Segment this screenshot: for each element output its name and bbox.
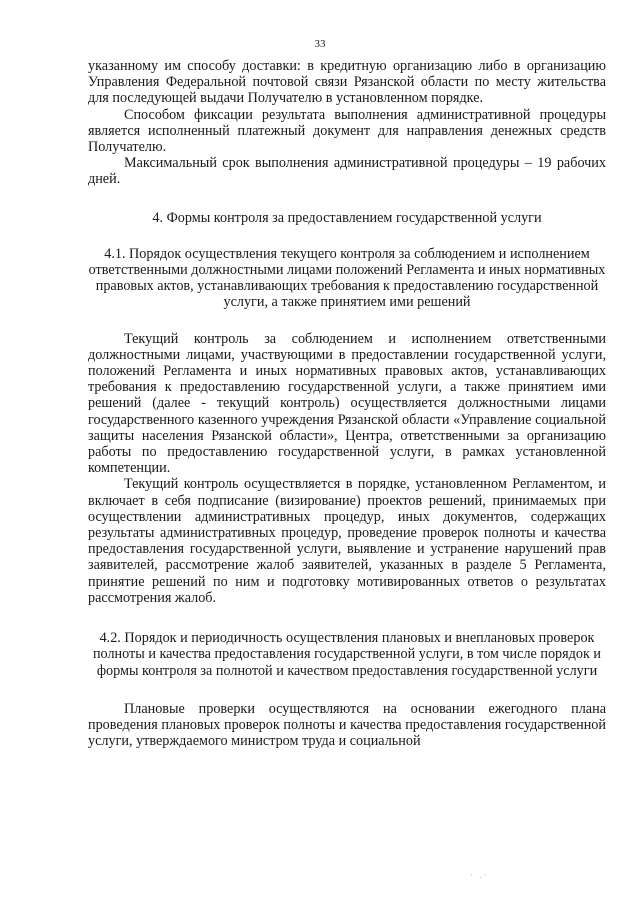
section-4-heading: 4. Формы контроля за предоставлением государственной услуги [152, 209, 542, 226]
document-body [88, 58, 606, 749]
paragraph-current-control-procedure: Текущий контроль осуществляется в порядке, установленном Регламентом, и включает в себя подписание (визирование) проектов решений, принимаемых при осуществлении административных процедур, иных документов, содержащих результаты административных процедур, проведение проверок полноты и качества предоставления государственной услуги, выявление и устранение нарушений прав заявителей, рассмотрение жалоб заявителей, указанных в разделе 5 Регламента, принятие решений по ним и подготовку мотивированных ответов о результатах рассмотрения жалоб. [88, 476, 606, 606]
paragraph-result-fixation: Способом фиксации результата выполнения административной процедуры является исполненный платежный документ для направления денежных средств Получателю. [88, 106, 606, 156]
paragraph-planned-inspections: Плановые проверки осуществляются на основании ежегодного плана проведения плановых проверок полноты и качества предоставления государственной услуги, утверждаемого министром труда и социальной [88, 700, 606, 750]
page-number: 33 [314, 38, 326, 50]
scan-mark: · .· [470, 870, 489, 880]
paragraph-current-control: Текущий контроль за соблюдением и исполнением ответственными должностными лицами, участвующими в предоставлении государственной услуги, положений Регламента и иных нормативных правовых актов, устанавливающих требования к предоставлению государственной услуги, а также принятием ими решений (далее - текущий контроль) осуществляется должностными лицами государственного казенного учреждения Рязанской области «Управление социальной защиты населения Рязанской области», Центра, ответственными за организацию работы по предоставлению государственной услуги, в рамках установленной компетенции. [88, 330, 606, 477]
paragraph-max-duration: Максимальный срок выполнения административной процедуры – 19 рабочих дней. [88, 155, 606, 188]
paragraph-delivery-method: указанному им способу доставки: в кредитную организацию либо в организацию Управления Федеральной почтовой связи Рязанской области по месту жительства для последующей выдачи Получателю в установленном порядке. [88, 58, 606, 107]
section-4-1-heading: 4.1. Порядок осуществления текущего контроля за соблюдением и исполнением ответственными должностными лицами положений Регламента и иных нормативных правовых актов, устанавливающих требования к предоставлению государственной услуги, а также принятием ими решений [88, 245, 606, 311]
section-4-2-heading: 4.2. Порядок и периодичность осуществления плановых и внеплановых проверок полноты и качества предоставления государственной услуги, в том числе порядок и формы контроля за полнотой и качеством предоставления государственной услуги [92, 630, 602, 679]
